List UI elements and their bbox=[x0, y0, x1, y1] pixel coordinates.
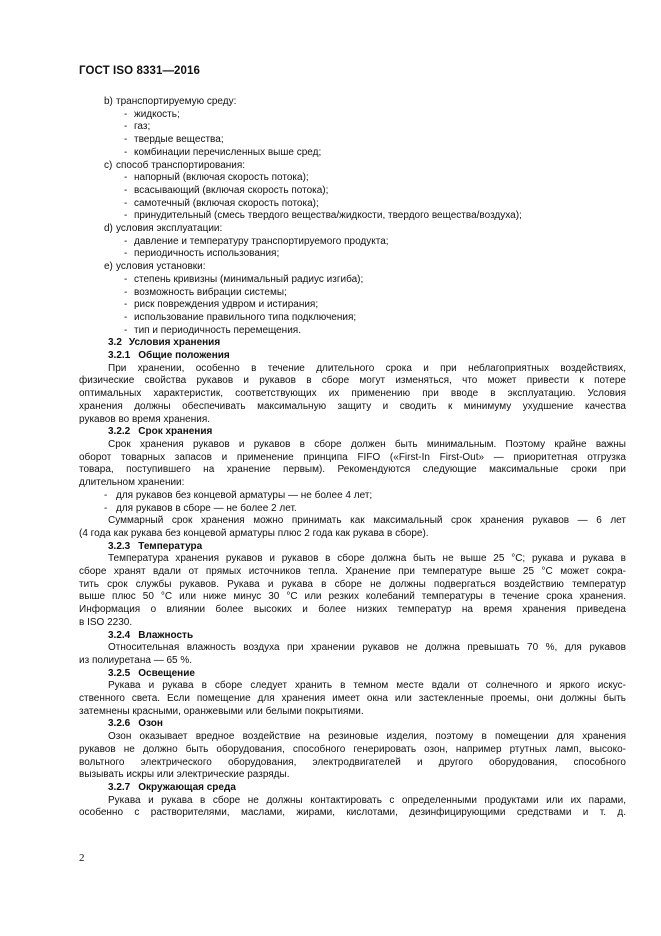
paragraph-line: вольтного электрического оборудования, электродвигателей и другого оборудования, способного bbox=[79, 756, 626, 768]
sub-item: - самотечный (включая скорость потока); bbox=[124, 197, 319, 209]
paragraph-line: тить срок службы рукавов. Рукава и рукава в сборе не должны подвергаться воздействию температур bbox=[79, 578, 626, 590]
sub-item: - возможность вибрации системы; bbox=[124, 286, 287, 298]
paragraph-line: ственного света. Если помещение для хранения имеет окна или застекленные проемы, они должны быть bbox=[79, 693, 626, 705]
paragraph-line: сборе хранят вдали от прямых источников тепла. Хранение при температуре выше 25 °С может сокра- bbox=[79, 566, 626, 578]
sub-item: - газ; bbox=[124, 121, 151, 133]
document-header: ГОСТ ISO 8331—2016 bbox=[79, 65, 201, 77]
subsection-heading: 3.2.1 Общие положения bbox=[108, 350, 230, 362]
subsection-heading: 3.2.4 Влажность bbox=[108, 629, 194, 641]
paragraph-line: Озон оказывает вредное воздействие на резиновые изделия, поэтому в помещении для хранения bbox=[108, 731, 626, 743]
page-content bbox=[79, 96, 626, 820]
sub-item: - комбинации перечисленных выше сред; bbox=[124, 146, 322, 158]
subsection-heading: 3.2.6 Озон bbox=[108, 718, 163, 730]
subsection-heading: 3.2.5 Освещение bbox=[108, 667, 195, 679]
paragraph-line: длительном хранении: bbox=[79, 477, 185, 489]
paragraph-line: оптимальных характеристик, соответствующих их применению при вводе в эксплуатацию. Условия bbox=[79, 388, 626, 400]
paragraph-line: затемнены красными, оранжевыми или белыми покрытиями. bbox=[79, 705, 364, 717]
paragraph-line: рукавов во время хранения. bbox=[79, 413, 211, 425]
sub-item: - принудительный (смесь твердого вещества/жидкости, твердого вещества/воздуха); bbox=[124, 210, 522, 222]
paragraph-line: выше плюс 50 °С или ниже минус 30 °С или резких колебаний температуры в течение срока хранения. bbox=[79, 591, 626, 603]
subsection-heading: 3.2.7 Окружающая среда bbox=[108, 781, 236, 793]
paragraph-line: Информация о влиянии более высоких и более низких температур на время хранения приведена bbox=[79, 604, 626, 616]
sub-item: - тип и периодичность перемещения. bbox=[124, 324, 301, 336]
sub-item: - напорный (включая скорость потока); bbox=[124, 172, 309, 184]
paragraph-line: рукавов не должно быть оборудования, способного генерировать озон, например ртутных ламп, высоко- bbox=[79, 743, 626, 755]
sub-item: - использование правильного типа подключения; bbox=[124, 311, 357, 323]
paragraph-line: хранения должны обеспечивать максимальную защиту и сводить к минимуму ухудшение качества bbox=[79, 400, 626, 412]
paragraph-line: Рукава и рукава в сборе не должны контактировать с определенными продуктами или их парами, bbox=[108, 794, 626, 806]
list-item-d: d) условия эксплуатации: bbox=[104, 223, 223, 235]
subsection-heading: 3.2.3 Температура bbox=[108, 540, 203, 552]
list-item-b bbox=[79, 96, 626, 109]
paragraph-line: Температура хранения рукавов и рукавов в сборе должна быть не выше 25 °С; рукава и рукава в bbox=[108, 553, 626, 565]
list-label: b) bbox=[104, 96, 113, 107]
sub-item: - степень кривизны (минимальный радиус изгиба); bbox=[124, 273, 364, 285]
paragraph-line: товара, поступившего на хранение первым). Рекомендуются следующие максимальные сроки при bbox=[79, 464, 626, 476]
paragraph-line: в ISO 2230. bbox=[79, 616, 133, 628]
paragraph-line: Суммарный срок хранения можно принимать как максимальный срок хранения рукавов — 6 лет bbox=[108, 515, 626, 527]
paragraph-line: Рукава и рукава в сборе следует хранить в темном месте вдали от солнечного и яркого искус- bbox=[108, 680, 626, 692]
paragraph-line: оборот товарных запасов и применение принципа FIFO («First-In First-Out» — приоритетная отгрузка bbox=[79, 451, 626, 463]
sub-item: - жидкость; bbox=[124, 108, 180, 120]
list-item-c: c) способ транспортирования: bbox=[104, 159, 246, 171]
paragraph-line: (4 года как рукава без концевой арматуры плюс 2 года как рукава в сборе). bbox=[79, 527, 429, 539]
paragraph-line: из полиуретана — 65 %. bbox=[79, 654, 193, 666]
sub-item: - для рукавов в сборе — не более 2 лет. bbox=[104, 502, 297, 514]
paragraph-line: При хранении, особенно в течение длительного срока и при неблагоприятных воздействиях, bbox=[108, 362, 626, 374]
section-heading: 3.2 Условия хранения bbox=[108, 337, 221, 349]
subsection-heading: 3.2.2 Срок хранения bbox=[108, 426, 213, 438]
sub-item: - периодичность использования; bbox=[124, 248, 280, 260]
sub-item: - для рукавов без концевой арматуры — не более 4 лет; bbox=[104, 489, 373, 501]
sub-item: - давление и температуру транспортируемого продукта; bbox=[124, 235, 389, 247]
list-item-e: e) условия установки: bbox=[104, 261, 206, 273]
paragraph-line: особенно с растворителями, маслами, жирами, кислотами, дезинфицирующими средствами и т. д. bbox=[79, 807, 626, 819]
list-text: транспортируемую среду: bbox=[116, 96, 237, 107]
paragraph-line: Срок хранения рукавов и рукавов в сборе должен быть минимальным. Поэтому крайне важны bbox=[108, 438, 626, 450]
sub-item: - риск повреждения удвром и истирания; bbox=[124, 299, 319, 311]
paragraph-line: вызывать искры или электрические разряды. bbox=[79, 769, 290, 781]
paragraph-line: физические свойства рукавов и рукавов в сборе могут изменяться, что может привести к потере bbox=[79, 375, 626, 387]
page-number: 2 bbox=[79, 852, 85, 864]
sub-item: - всасывающий (включая скорость потока); bbox=[124, 184, 329, 196]
sub-item: - твердые вещества; bbox=[124, 134, 224, 146]
paragraph-line: Относительная влажность воздуха при хранении рукавов не должна превышать 70 %, для рукавов bbox=[108, 642, 626, 654]
